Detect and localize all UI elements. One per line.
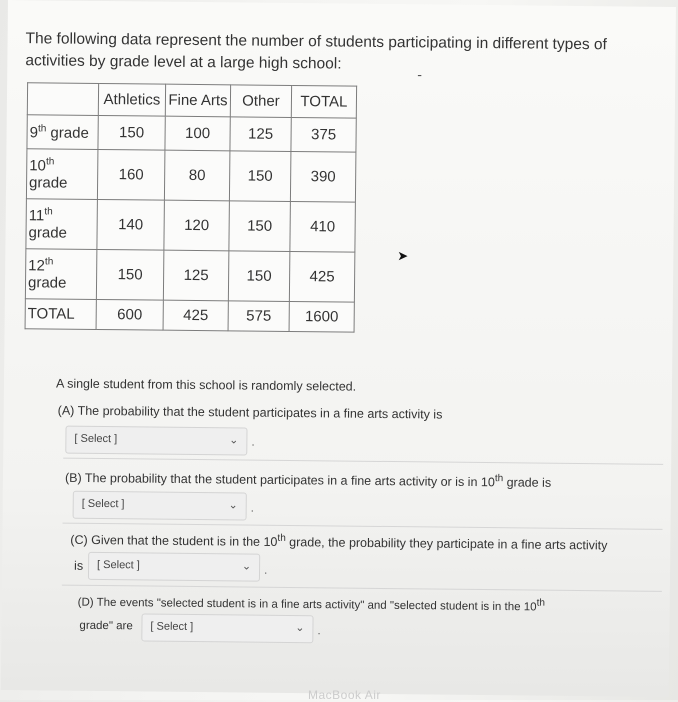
stray-mark: ‐ — [417, 66, 422, 83]
mouse-cursor-icon: ➤ — [397, 248, 409, 264]
table-row — [26, 149, 356, 202]
table-cell: 375 — [291, 117, 356, 152]
table-cell: 120 — [164, 200, 230, 251]
chevron-down-icon: ⌄ — [229, 434, 239, 447]
question-b-select[interactable] — [73, 491, 247, 521]
table-cell: 600 — [96, 299, 163, 330]
table-cell: 575 — [228, 301, 289, 332]
table-header-row — [27, 83, 356, 118]
select-label: [ Select ] — [81, 497, 125, 511]
question-c-select[interactable] — [88, 552, 260, 582]
question-a-text: (A) The probability that the student participates in a fine arts activity is — [57, 403, 443, 422]
divider — [62, 585, 662, 592]
table-cell: 390 — [290, 151, 356, 202]
table-row — [27, 115, 356, 152]
row-header-11th: 11th grade — [26, 199, 98, 250]
table-header-cell: Athletics — [98, 83, 165, 116]
period: . — [317, 623, 321, 638]
table-cell: 80 — [164, 150, 230, 201]
table-cell: 160 — [97, 149, 165, 200]
table-row — [25, 249, 355, 302]
chevron-down-icon: ⌄ — [295, 622, 305, 635]
chevron-down-icon: ⌄ — [228, 499, 238, 512]
table-cell: 410 — [290, 201, 356, 252]
select-label: [ Select ] — [97, 558, 140, 572]
data-table — [25, 82, 358, 332]
table-header-cell: Fine Arts — [165, 84, 230, 117]
period: . — [263, 562, 268, 577]
laptop-brand-label: MacBook Air — [308, 688, 381, 702]
question-c-text: (C) Given that the student is in the 10th grade, the probability they participate in a fine arts activity — [70, 532, 608, 553]
table-cell: 150 — [229, 151, 291, 202]
divider — [63, 458, 663, 465]
table-cell: 150 — [98, 115, 165, 150]
row-header-9th: 9th grade — [27, 115, 98, 150]
intro-text: The following data represent the number of students participating in different types of activities by grade level at a large high school: — [25, 30, 607, 73]
divider — [63, 523, 663, 530]
table-cell: 1600 — [289, 301, 354, 332]
table-cell: 150 — [228, 251, 290, 302]
table-cell: 100 — [165, 116, 230, 151]
prompt-text: A single student from this school is randomly selected. — [55, 376, 357, 394]
question-b-text: (B) The probability that the student participates in a fine arts activity or is in 10th grade is — [64, 470, 552, 490]
period: . — [251, 434, 255, 449]
question-d-line2: grade" are — [79, 619, 133, 633]
row-header-total: TOTAL — [25, 299, 96, 330]
row-header-10th: 10th grade — [26, 149, 98, 200]
row-header-12th: 12th grade — [25, 249, 97, 300]
question-d-text: (D) The events "selected student is in a fine arts activity" and "selected student is in the 10th — [77, 596, 545, 614]
table-cell: 125 — [230, 117, 291, 152]
select-label: [ Select ] — [74, 432, 118, 446]
table-header-cell: Other — [230, 85, 291, 118]
table-cell: 125 — [163, 250, 229, 301]
table-total-row — [25, 299, 354, 332]
table-cell: 140 — [97, 199, 165, 250]
chevron-down-icon: ⌄ — [241, 560, 252, 573]
table-row — [26, 199, 356, 252]
worksheet-page — [1, 0, 676, 697]
table-cell: 425 — [289, 251, 355, 302]
question-d-select[interactable] — [141, 613, 313, 643]
table-cell: 425 — [163, 300, 228, 331]
select-label: [ Select ] — [150, 620, 194, 633]
table-header-cell: TOTAL — [291, 85, 356, 118]
period: . — [250, 500, 255, 515]
question-c-prefix: is — [74, 558, 84, 573]
table-corner-cell — [27, 83, 98, 116]
table-cell: 150 — [229, 201, 291, 252]
table-cell: 150 — [96, 249, 164, 300]
question-a-select[interactable] — [65, 426, 247, 456]
